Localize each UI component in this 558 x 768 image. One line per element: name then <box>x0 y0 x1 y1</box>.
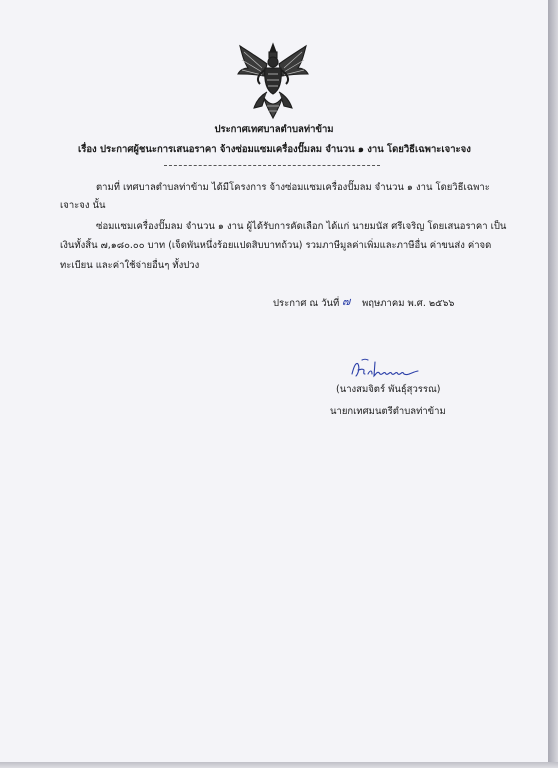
paragraph-1-line-2: เจาะจง นั้น <box>60 200 106 211</box>
divider-line <box>164 165 380 166</box>
paragraph-2-line-1: ซ่อมแซมเครื่องปั๊มลม จำนวน ๑ งาน ผู้ได้รับการคัดเลือก ได้แก่ นายมนัส ศรีเจริญ โดยเสนอราคา เป็น <box>96 221 507 232</box>
header-title: ประกาศเทศบาลตำบลท่าข้าม <box>214 124 334 135</box>
garuda-emblem-icon <box>234 40 312 122</box>
announce-day-handwritten: ๗ <box>342 295 351 308</box>
paragraph-2-line-3: ทะเบียน และค่าใช้จ่ายอื่นๆ ทั้งปวง <box>60 260 200 271</box>
signer-position: นายกเทศมนตรีตำบลท่าข้าม <box>330 406 446 417</box>
announce-month-year: พฤษภาคม พ.ศ. ๒๕๖๖ <box>362 298 455 309</box>
paragraph-2-line-2: เงินทั้งสิ้น ๗,๑๘๐.๐๐ บาท (เจ็ดพันหนึ่งร้อยแปดสิบบาทถ้วน) รวมภาษีมูลค่าเพิ่มและภาษีอื่น ค่าขนส่ง ค่าจด <box>60 240 492 251</box>
handwritten-signature-icon <box>348 356 424 382</box>
announce-date-label: ประกาศ ณ วันที่ <box>273 298 340 309</box>
page-bottom-shadow <box>0 762 558 768</box>
page-edge-shadow <box>548 0 558 768</box>
signer-name: (นางสมจิตร์ พันธุ์สุวรรณ) <box>336 384 441 395</box>
subject-line: เรื่อง ประกาศผู้ชนะการเสนอราคา จ้างซ่อมแซมเครื่องปั๊มลม จำนวน ๑ งาน โดยวิธีเฉพาะเจาะจง <box>78 144 471 155</box>
paragraph-1-line-1: ตามที่ เทศบาลตำบลท่าข้าม ได้มีโครงการ จ้างซ่อมแซมเครื่องปั๊มลม จำนวน ๑ งาน โดยวิธีเฉพาะ <box>96 182 490 193</box>
